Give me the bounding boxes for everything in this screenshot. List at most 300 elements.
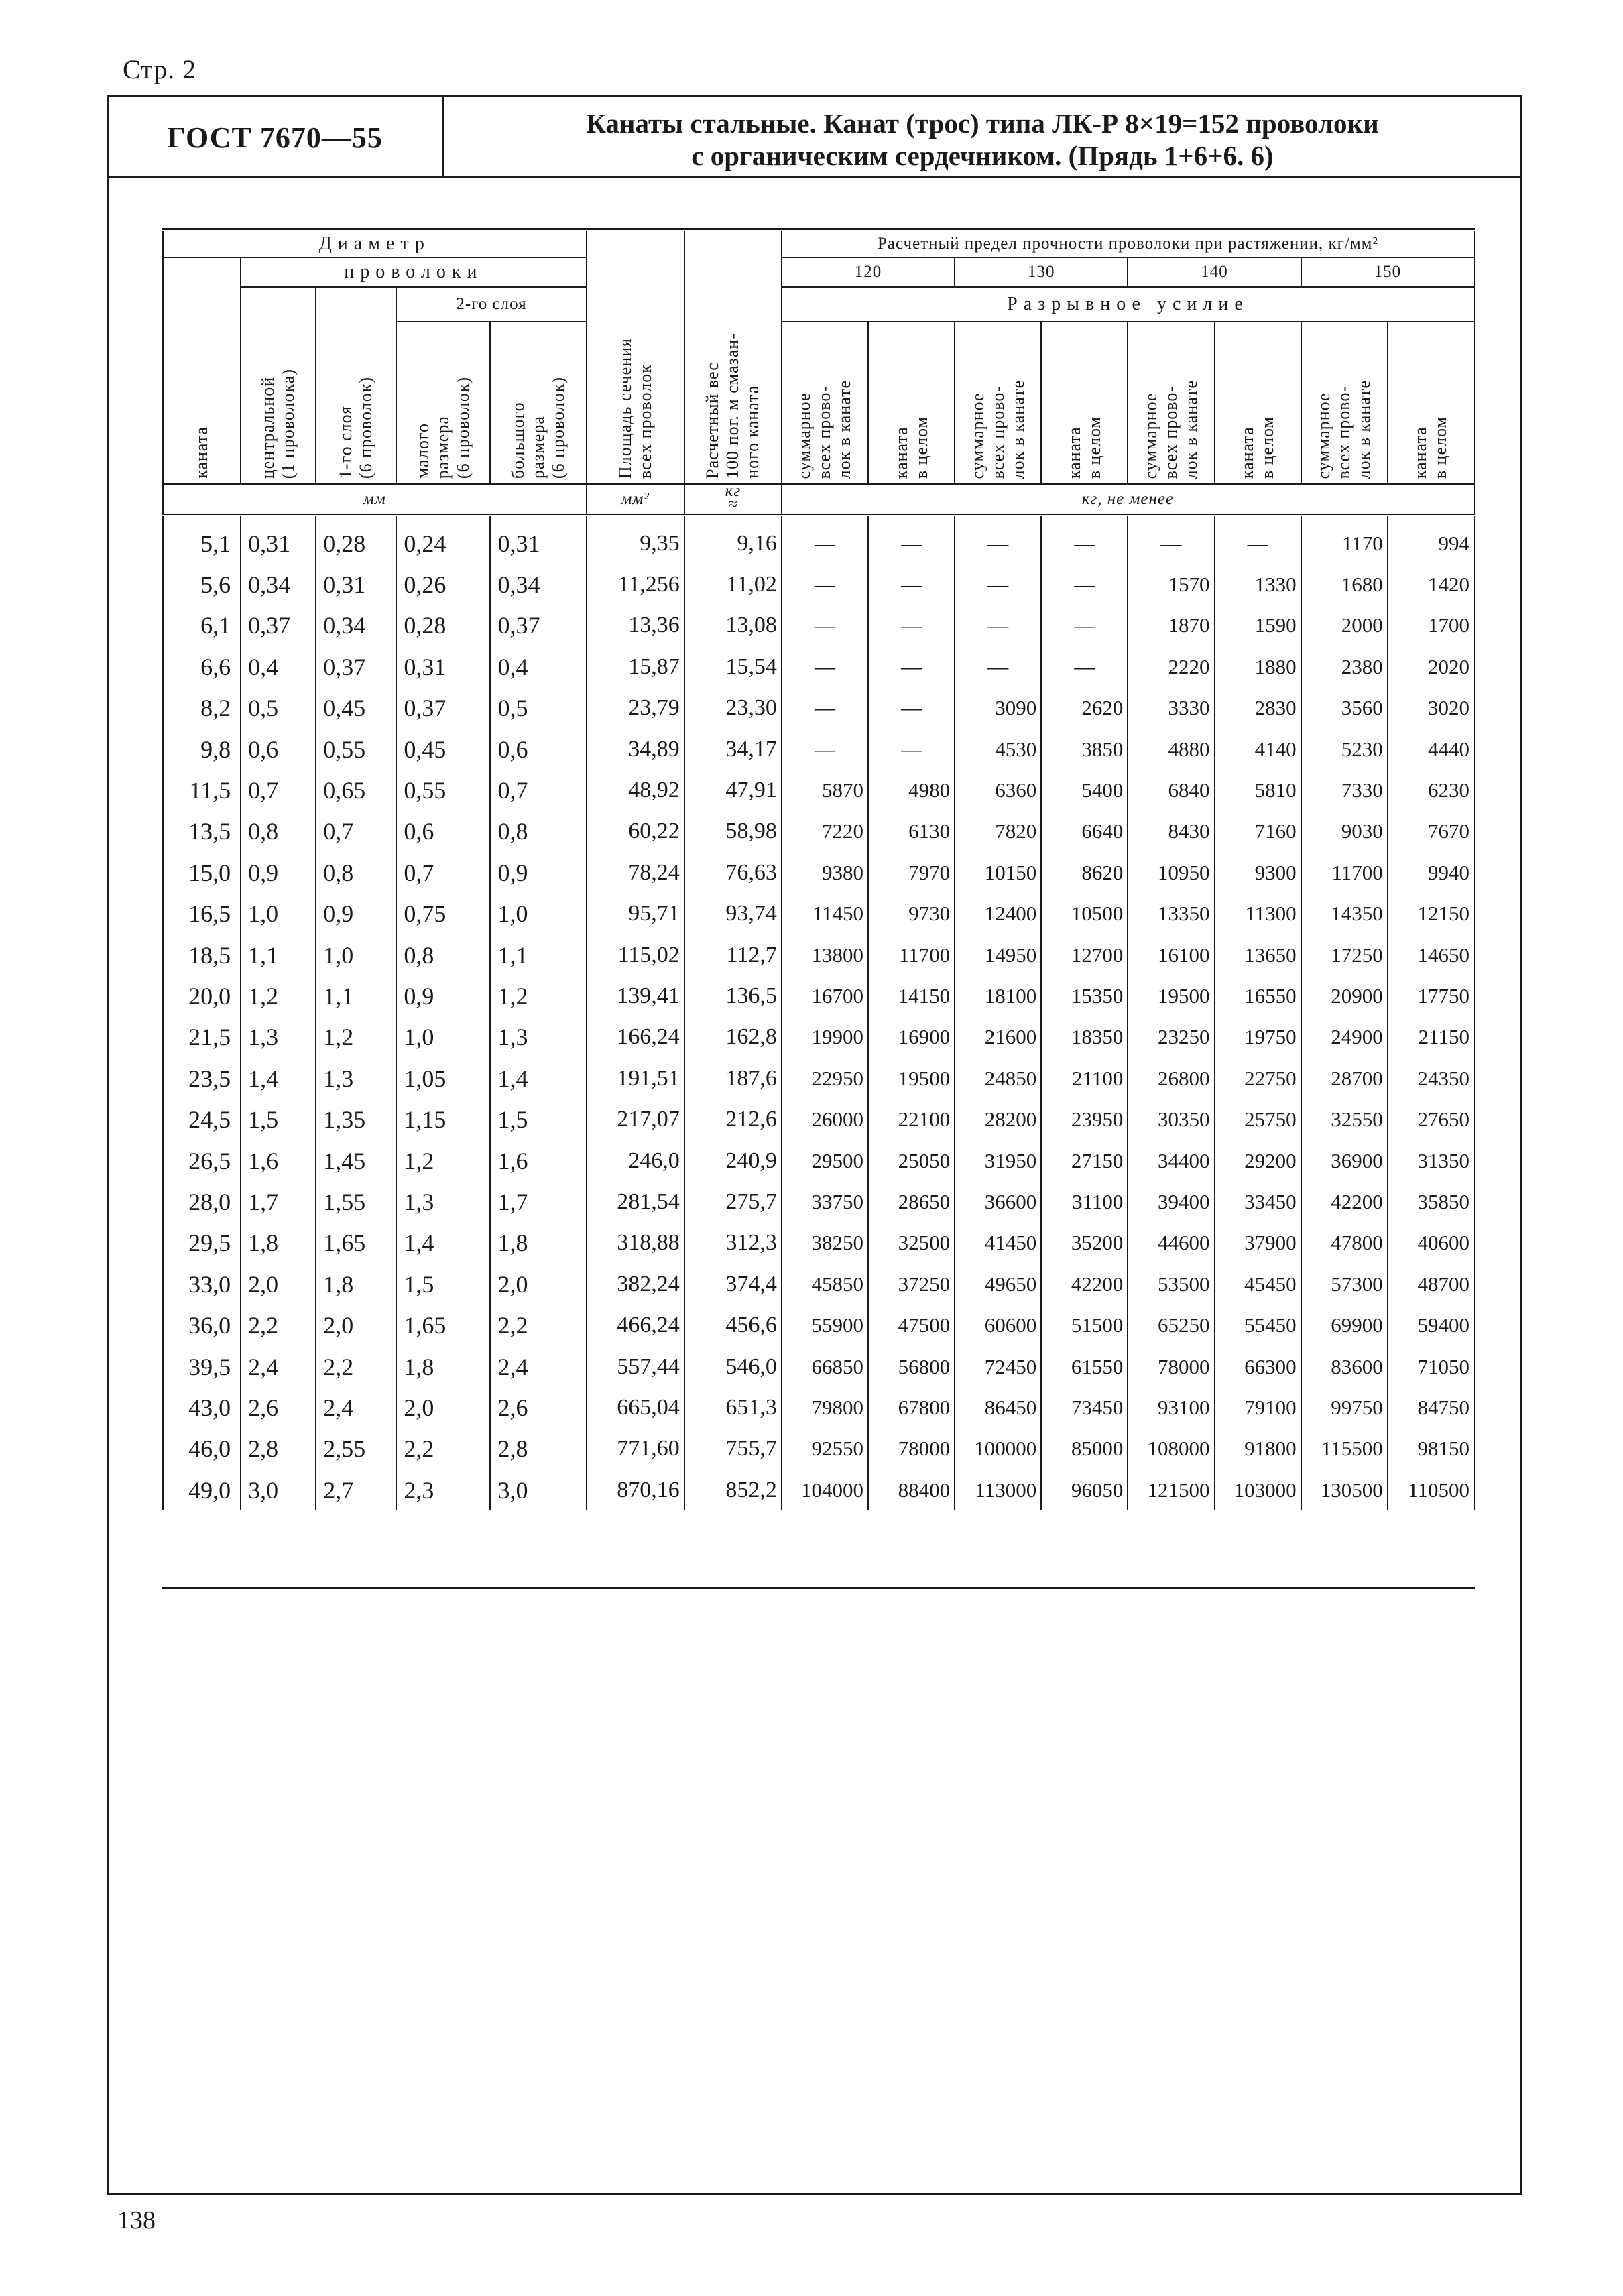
table-cell: 31100 [1041,1181,1128,1222]
table-cell: 83600 [1301,1346,1388,1387]
table-cell: 16700 [782,975,868,1016]
table-cell: 7970 [868,852,955,893]
table-row [163,1469,1474,1510]
table-cell: 2380 [1301,646,1388,687]
table-cell: 14350 [1301,894,1388,934]
table-cell: 6360 [955,770,1041,810]
table-cell: 26000 [782,1099,868,1140]
table-cell: 56800 [868,1346,955,1387]
table-cell: 9380 [782,852,868,893]
table-cell: 5,6 [163,564,241,605]
table-cell: 2830 [1215,688,1301,729]
table-cell: 85000 [1041,1429,1128,1469]
table-row [163,770,1474,810]
table-cell: 0,45 [396,729,490,770]
table-top-rule [162,228,1475,230]
table-cell: 15,0 [163,852,241,893]
table-cell: 3560 [1301,688,1388,729]
table-cell: 994 [1388,516,1474,564]
table-cell: 6130 [868,811,955,852]
table-cell: 2020 [1388,646,1474,687]
table-row [163,688,1474,729]
table-cell: — [782,729,868,770]
table-cell: 0,9 [241,852,316,893]
table-cell: 12700 [1041,934,1128,975]
table-cell: 103000 [1215,1469,1301,1510]
table-bottom-rule [162,1587,1475,1589]
table-cell: 0,26 [396,564,490,605]
table-cell: 28700 [1301,1058,1388,1099]
table-cell: 19900 [782,1017,868,1058]
gost-code: ГОСТ 7670—55 [167,121,383,154]
table-cell: 24900 [1301,1017,1388,1058]
table-cell: 2,2 [396,1429,490,1469]
table-cell: 19500 [1128,975,1214,1016]
table-cell: 11700 [1301,852,1388,893]
table-cell: 1420 [1388,564,1474,605]
table-cell: 187,6 [684,1058,782,1099]
table-cell: 8,2 [163,688,241,729]
table-cell: 1700 [1388,605,1474,646]
table-cell: 4880 [1128,729,1214,770]
table-cell: 191,51 [587,1058,684,1099]
table-cell: 15,87 [587,646,684,687]
table-cell: 55450 [1215,1305,1301,1345]
table-cell: 45450 [1215,1264,1301,1305]
table-row [163,934,1474,975]
table-row [163,1099,1474,1140]
table-cell: 1870 [1128,605,1214,646]
table-cell: 59400 [1388,1305,1474,1345]
table-cell: 0,55 [316,729,396,770]
table-cell: 46,0 [163,1429,241,1469]
table-cell: 91800 [1215,1429,1301,1469]
table-cell: 0,9 [396,975,490,1016]
table-cell: 92550 [782,1429,868,1469]
table-cell: 212,6 [684,1099,782,1140]
table-cell: 37900 [1215,1223,1301,1264]
table-cell: 21600 [955,1017,1041,1058]
table-cell: 12400 [955,894,1041,934]
table-row [163,852,1474,893]
table-cell: 18350 [1041,1017,1128,1058]
table-cell: 557,44 [587,1346,684,1387]
table-cell: 22750 [1215,1058,1301,1099]
unit-mm: мм [163,484,587,516]
header-rope: каната [163,257,241,484]
table-cell: 115500 [1301,1429,1388,1469]
table-cell: 0,37 [316,646,396,687]
table-cell: 0,24 [396,516,490,564]
table-cell: — [1041,605,1128,646]
strength-150: 150 [1301,257,1474,287]
table-cell: 9,8 [163,729,241,770]
table-cell: 0,9 [316,894,396,934]
table-cell: 2,2 [490,1305,586,1345]
header-weight: Расчетный вес 100 пог. м смазан- ного каната [684,231,782,484]
table-cell: 95,71 [587,894,684,934]
strength-120: 120 [782,257,955,287]
header-sum-130: суммарное всех прово- лок в канате [955,322,1041,484]
table-cell: 2,2 [316,1346,396,1387]
table-cell: 0,6 [396,811,490,852]
table-cell: 4530 [955,729,1041,770]
table-cell: 4440 [1388,729,1474,770]
table-cell: 3,0 [241,1469,316,1510]
table-cell: 1,0 [490,894,586,934]
table-cell: 870,16 [587,1469,684,1510]
table-cell: 27650 [1388,1099,1474,1140]
table-cell: 0,37 [490,605,586,646]
table-cell: 1,1 [241,934,316,975]
table-cell: 25050 [868,1140,955,1181]
table-cell: 0,4 [241,646,316,687]
table-cell: — [1128,516,1214,564]
strength-130: 130 [955,257,1128,287]
table-row [163,811,1474,852]
table-cell: 5400 [1041,770,1128,810]
table-cell: 2,55 [316,1429,396,1469]
table-cell: 53500 [1128,1264,1214,1305]
table-cell: 51500 [1041,1305,1128,1345]
table-cell: 3020 [1388,688,1474,729]
table-cell: 36900 [1301,1140,1388,1181]
table-cell: — [782,516,868,564]
table-cell: 0,5 [490,688,586,729]
table-cell: 0,34 [490,564,586,605]
table-cell: 1,8 [396,1346,490,1387]
table-cell: 20900 [1301,975,1388,1016]
table-cell: 23250 [1128,1017,1214,1058]
table-cell: 0,45 [316,688,396,729]
table-cell: — [782,688,868,729]
table-cell: 13,08 [684,605,782,646]
table-cell: 88400 [868,1469,955,1510]
table-cell: 32550 [1301,1099,1388,1140]
table-cell: 9300 [1215,852,1301,893]
table-cell: 1,45 [316,1140,396,1181]
table-cell: 78000 [868,1429,955,1469]
table-cell: 33,0 [163,1264,241,1305]
table-cell: 17750 [1388,975,1474,1016]
table-cell: 2,0 [396,1387,490,1428]
table-cell: — [1041,646,1128,687]
table-cell: 14150 [868,975,955,1016]
table-cell: 78000 [1128,1346,1214,1387]
table-cell: 2,8 [490,1429,586,1469]
table-cell: 34,89 [587,729,684,770]
table-cell: 2,4 [490,1346,586,1387]
table-cell: 6840 [1128,770,1214,810]
table-cell: 66850 [782,1346,868,1387]
table-cell: 7330 [1301,770,1388,810]
table-cell: 1,55 [316,1181,396,1222]
table-cell: 240,9 [684,1140,782,1181]
table-cell: 1,2 [316,1017,396,1058]
table-cell: 2,4 [316,1387,396,1428]
header-sum-140: суммарное всех прово- лок в канате [1128,322,1214,484]
table-cell: 139,41 [587,975,684,1016]
table-cell: — [868,646,955,687]
table-cell: 58,98 [684,811,782,852]
table-cell: 312,3 [684,1223,782,1264]
table-cell: 16550 [1215,975,1301,1016]
frame-right-rule [1520,95,1522,2193]
document-title [444,107,1520,172]
table-cell: 217,07 [587,1099,684,1140]
table-cell: 25750 [1215,1099,1301,1140]
table-cell: 84750 [1388,1387,1474,1428]
table-cell: 108000 [1128,1429,1214,1469]
table-cell: 1,8 [241,1223,316,1264]
table-cell: — [782,564,868,605]
unit-mm2: мм² [587,484,684,516]
table-cell: 771,60 [587,1429,684,1469]
table-cell: 9940 [1388,852,1474,893]
table-cell: 4140 [1215,729,1301,770]
table-cell: 11700 [868,934,955,975]
page-number: 138 [117,2206,156,2234]
table-cell: 20,0 [163,975,241,1016]
table-cell: 36600 [955,1181,1041,1222]
table-row [163,1140,1474,1181]
table-cell: 665,04 [587,1387,684,1428]
table-cell: 2,0 [316,1305,396,1345]
table-cell: 72450 [955,1346,1041,1387]
table-cell: 28200 [955,1099,1041,1140]
title-line-2: с органическим сердечником. (Прядь 1+6+6. 6) [691,140,1274,171]
table-cell: 1170 [1301,516,1388,564]
table-cell: — [868,729,955,770]
table-cell: 115,02 [587,934,684,975]
table-cell: 0,7 [241,770,316,810]
table-cell: 33450 [1215,1181,1301,1222]
table-cell: 47,91 [684,770,782,810]
table-cell: 42200 [1041,1264,1128,1305]
table-cell: 35200 [1041,1223,1128,1264]
strength-140: 140 [1128,257,1301,287]
table-cell: 99750 [1301,1387,1388,1428]
table-cell: — [955,516,1041,564]
table-cell: — [955,564,1041,605]
table-cell: 49650 [955,1264,1041,1305]
table-cell: 11,256 [587,564,684,605]
table-cell: — [955,605,1041,646]
table-cell: 29500 [782,1140,868,1181]
header-layer2: 2-го слоя [396,287,586,322]
table-cell: 1330 [1215,564,1301,605]
table-cell: 0,65 [316,770,396,810]
table-cell: 466,24 [587,1305,684,1345]
table-cell: 24350 [1388,1058,1474,1099]
table-cell: 546,0 [684,1346,782,1387]
table-cell: 121500 [1128,1469,1214,1510]
table-cell: 93,74 [684,894,782,934]
table-cell: 71050 [1388,1346,1474,1387]
table-cell: 22100 [868,1099,955,1140]
table-cell: 61550 [1041,1346,1128,1387]
table-cell: 2,2 [241,1305,316,1345]
table-cell: 39,5 [163,1346,241,1387]
table-cell: 11450 [782,894,868,934]
table-cell: 22950 [782,1058,868,1099]
table-row [163,516,1474,564]
table-cell: 755,7 [684,1429,782,1469]
table-cell: 1,35 [316,1099,396,1140]
table-row [163,1264,1474,1305]
table-cell: 112,7 [684,934,782,975]
header-big: большого размера (6 проволок) [490,322,586,484]
table-cell: 18100 [955,975,1041,1016]
table-cell: 35850 [1388,1181,1474,1222]
table-cell: 12150 [1388,894,1474,934]
table-cell: 14950 [955,934,1041,975]
table-cell: 7820 [955,811,1041,852]
table-cell: 7160 [1215,811,1301,852]
table-cell: 2220 [1128,646,1214,687]
table-cell: 17250 [1301,934,1388,975]
table-cell: 1,8 [490,1223,586,1264]
table-row [163,1387,1474,1428]
table-cell: — [868,688,955,729]
table-cell: 3330 [1128,688,1214,729]
table-cell: 93100 [1128,1387,1214,1428]
table-cell: 5810 [1215,770,1301,810]
table-cell: 38250 [782,1223,868,1264]
frame-bottom-rule [107,2193,1522,2195]
table-cell: 0,31 [396,646,490,687]
table-cell: — [1041,516,1128,564]
table-row [163,729,1474,770]
table-cell: 30350 [1128,1099,1214,1140]
table-cell: 0,28 [316,516,396,564]
unit-kg-min: кг, не менее [782,484,1474,516]
header-breaking-force: Разрывное усилие [782,287,1474,322]
table-cell: 16900 [868,1017,955,1058]
table-cell: 0,7 [316,811,396,852]
table-cell: 47800 [1301,1223,1388,1264]
table-cell: 2,3 [396,1469,490,1510]
table-row [163,1181,1474,1222]
header-sum-120: суммарное всех прово- лок в канате [782,322,868,484]
table-cell: 1,2 [490,975,586,1016]
table-cell: 852,2 [684,1469,782,1510]
table-cell: 1,5 [490,1099,586,1140]
table-cell: 1,4 [241,1058,316,1099]
table-cell: 1880 [1215,646,1301,687]
table-cell: 1680 [1301,564,1388,605]
table-cell: 104000 [782,1469,868,1510]
table-cell: 110500 [1388,1469,1474,1510]
table-cell: 13800 [782,934,868,975]
table-cell: 0,8 [490,811,586,852]
table-cell: 9030 [1301,811,1388,852]
table-cell: 1,6 [490,1140,586,1181]
table-cell: 1,0 [316,934,396,975]
table-cell: 10950 [1128,852,1214,893]
table-cell: 1,3 [316,1058,396,1099]
table-row [163,1305,1474,1345]
table-cell: 0,31 [490,516,586,564]
table-cell: — [1041,564,1128,605]
table-cell: 2,7 [316,1469,396,1510]
table-cell: 1590 [1215,605,1301,646]
table-cell: 456,6 [684,1305,782,1345]
table-cell: 0,31 [241,516,316,564]
table-cell: 0,4 [490,646,586,687]
table-cell: 2000 [1301,605,1388,646]
table-cell: 23,5 [163,1058,241,1099]
table-cell: 48,92 [587,770,684,810]
table-cell: 2,6 [241,1387,316,1428]
table-cell: 3850 [1041,729,1128,770]
table-cell: 29200 [1215,1140,1301,1181]
table-row [163,975,1474,1016]
table-cell: 15350 [1041,975,1128,1016]
table-cell: 0,8 [241,811,316,852]
table-cell: 5870 [782,770,868,810]
table-cell: 40600 [1388,1223,1474,1264]
table-cell: 1,65 [316,1223,396,1264]
table-cell: 2,6 [490,1387,586,1428]
table-cell: 1,65 [396,1305,490,1345]
header-whole-140: каната в целом [1215,322,1301,484]
header-diameter: Диаметр [163,231,587,257]
table-row [163,1429,1474,1469]
table-cell: 2,4 [241,1346,316,1387]
table-cell: 1570 [1128,564,1214,605]
table-cell: 1,5 [396,1264,490,1305]
table-cell: 14650 [1388,934,1474,975]
table-cell: 47500 [868,1305,955,1345]
table-cell: 1,2 [396,1140,490,1181]
table-row [163,564,1474,605]
table-cell: 3090 [955,688,1041,729]
table-cell: 60,22 [587,811,684,852]
table-cell: 136,5 [684,975,782,1016]
table-cell: 23,79 [587,688,684,729]
table-cell: 24,5 [163,1099,241,1140]
header-whole-120: каната в целом [868,322,955,484]
table-cell: 2,0 [490,1264,586,1305]
table-cell: 1,15 [396,1099,490,1140]
table-cell: 66300 [1215,1346,1301,1387]
table-cell: 11,02 [684,564,782,605]
table-cell: 10500 [1041,894,1128,934]
table-cell: 33750 [782,1181,868,1222]
table-row [163,1017,1474,1058]
table-cell: 2,0 [241,1264,316,1305]
table-body [163,516,1474,1511]
table-cell: 8430 [1128,811,1214,852]
table-cell: 42200 [1301,1181,1388,1222]
table-cell: 0,55 [396,770,490,810]
table-row [163,605,1474,646]
table-cell: 96050 [1041,1469,1128,1510]
table-cell: 10150 [955,852,1041,893]
table-cell: 0,9 [490,852,586,893]
table-cell: 32500 [868,1223,955,1264]
table-row [163,1346,1474,1387]
table-cell: 1,3 [490,1017,586,1058]
header-bottom-rule [107,176,1522,178]
table-cell: 41450 [955,1223,1041,1264]
table-cell: 166,24 [587,1017,684,1058]
table-cell: 281,54 [587,1181,684,1222]
table-cell: 48700 [1388,1264,1474,1305]
table-cell: 23,30 [684,688,782,729]
spec-table [162,231,1475,1510]
